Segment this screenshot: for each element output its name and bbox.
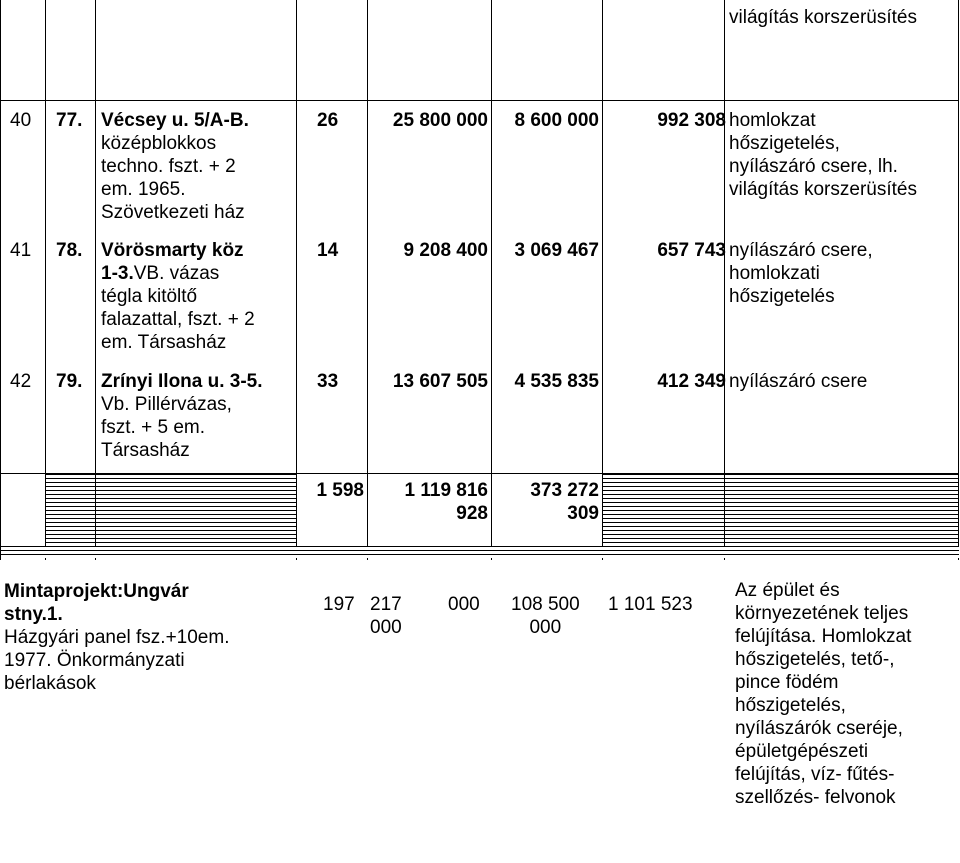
row-index: 77. [56,110,83,131]
row-number: 42 [10,371,32,392]
hatched-cell [1,546,959,558]
planned-works: homlokzat hőszigetelés, nyílászáró csere, lh. világítás korszerüsítés [729,110,917,200]
row-address [101,239,296,354]
address-name: Vécsey u. 5/A-B. [101,110,249,131]
saving-amount: 992 308 [657,110,726,131]
address-details: Vb. Pillérvázas, fszt. + 5 em. Társasház [101,394,232,461]
model-works: Az épület és környezetének teljes felújítása. Homlokzat hőszigetelés, tető-, pince födém hőszigetelés, nyílászárók cseréje, épületgépészeti felújítás, víz- fűtés- szellőzés- felvonok [735,580,912,808]
model-subsidy: 108 500 000 [511,594,580,638]
grid-line [958,0,959,560]
model-project-details: Házgyári panel fsz.+10em. 1977. Önkormányzati bérlakások [4,627,230,694]
total-cost: 9 208 400 [403,240,488,261]
subsidy-amount: 4 535 835 [514,371,599,392]
flats-count: 33 [317,371,339,392]
total-cost: 25 800 000 [392,110,488,131]
total-flats: 1 598 [316,480,364,501]
flats-count: 14 [317,240,339,261]
address-details: középblokkos techno. fszt. + 2 em. 1965. Szövetkezeti ház [101,133,245,223]
total-cost-sum: 1 119 816 928 [404,480,488,524]
saving-amount: 412 349 [657,371,726,392]
row-index: 78. [56,240,83,261]
grid-line [367,0,368,560]
model-project-description [4,580,289,695]
planned-works: nyílászáró csere [729,371,868,392]
address-name: Zrínyi Ilona u. 3-5. [101,371,263,392]
address-name: Vörösmarty köz 1-3. [101,240,244,284]
model-saving: 1 101 523 [608,594,693,615]
grid-line [0,100,959,101]
top-row-note: világítás korszerüsítés [729,7,917,28]
row-address [101,370,296,462]
flats-count: 26 [317,110,339,131]
total-cost: 13 607 505 [392,371,488,392]
model-total-part-b: 000 [448,594,480,615]
grid-line [296,0,297,560]
grid-line [0,0,1,560]
row-number: 40 [10,110,32,131]
model-flats: 197 [323,594,355,615]
hatched-cell [603,474,724,546]
planned-works: nyílászáró csere, homlokzati hőszigetelés [729,240,873,307]
subsidy-amount: 3 069 467 [514,240,599,261]
subsidy-amount: 8 600 000 [514,110,599,131]
model-project-title: Mintaprojekt:Ungvár stny.1. [4,581,189,625]
hatched-cell [725,474,958,546]
row-number: 41 [10,240,32,261]
address-details: VB. vázas tégla kitöltő falazattal, fszt. + 2 em. Társasház [101,263,255,353]
total-subsidy-sum: 373 272 309 [530,480,599,524]
row-address [101,109,296,224]
row-index: 79. [56,371,83,392]
model-total-part-a: 217 000 [370,594,402,638]
saving-amount: 657 743 [657,240,726,261]
grid-line [491,0,492,560]
